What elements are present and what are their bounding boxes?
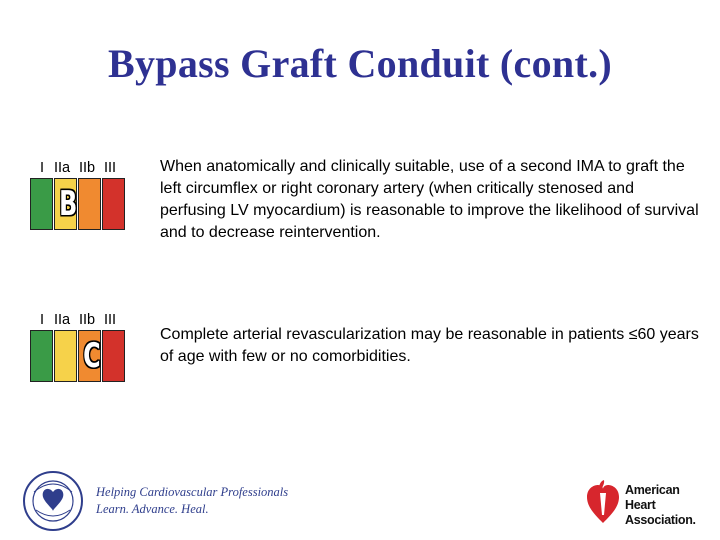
recommendation-text: When anatomically and clinically suitable, use of a second IMA to graft the left circumflex or right coronary artery (when critically stenosed and perfusing LV myocardium) is reasonable to improve the likelihood of survival and to decrease reintervention. — [160, 158, 699, 241]
class-iii-bar — [102, 178, 125, 230]
aha-heart-torch-icon — [585, 477, 621, 527]
class-label-i: I — [40, 312, 45, 328]
aha-wordmark — [625, 483, 696, 528]
acc-footer — [22, 470, 289, 530]
class-label-i: I — [40, 160, 45, 176]
acc-tagline — [96, 484, 288, 518]
class-iib-bar — [78, 330, 101, 382]
aha-logo — [585, 475, 710, 535]
class-iia-bar — [54, 178, 77, 230]
acc-tagline-line1: Helping Cardiovascular Professionals — [96, 485, 289, 499]
recommendation-text: Complete arterial revascularization may be reasonable in patients ≤60 years of age with few or no comorbidities. — [160, 326, 699, 365]
class-iib-bar — [78, 178, 101, 230]
slide-title: Bypass Graft Conduit (cont.) — [108, 41, 612, 86]
class-i-bar — [30, 330, 53, 382]
class-label-iib: IIb — [79, 312, 96, 328]
aha-line1: American — [625, 483, 680, 497]
recommendation-class-box — [30, 160, 130, 240]
class-iii-bar — [102, 330, 125, 382]
class-label-iia: IIa — [54, 160, 71, 176]
recommendation-class-box — [30, 312, 130, 392]
aha-line3: Association. — [625, 513, 696, 527]
class-label-iib: IIb — [79, 160, 96, 176]
class-label-iii: III — [104, 312, 117, 328]
class-label-iii: III — [104, 160, 117, 176]
acc-seal-icon — [22, 470, 84, 532]
class-label-iia: IIa — [54, 312, 71, 328]
class-i-bar — [30, 178, 53, 230]
level-of-evidence: C — [83, 336, 101, 376]
aha-line2: Heart — [625, 498, 656, 512]
acc-tagline-line2: Learn. Advance. Heal. — [96, 502, 209, 516]
class-iia-bar — [54, 330, 77, 382]
level-of-evidence: B — [59, 184, 78, 224]
